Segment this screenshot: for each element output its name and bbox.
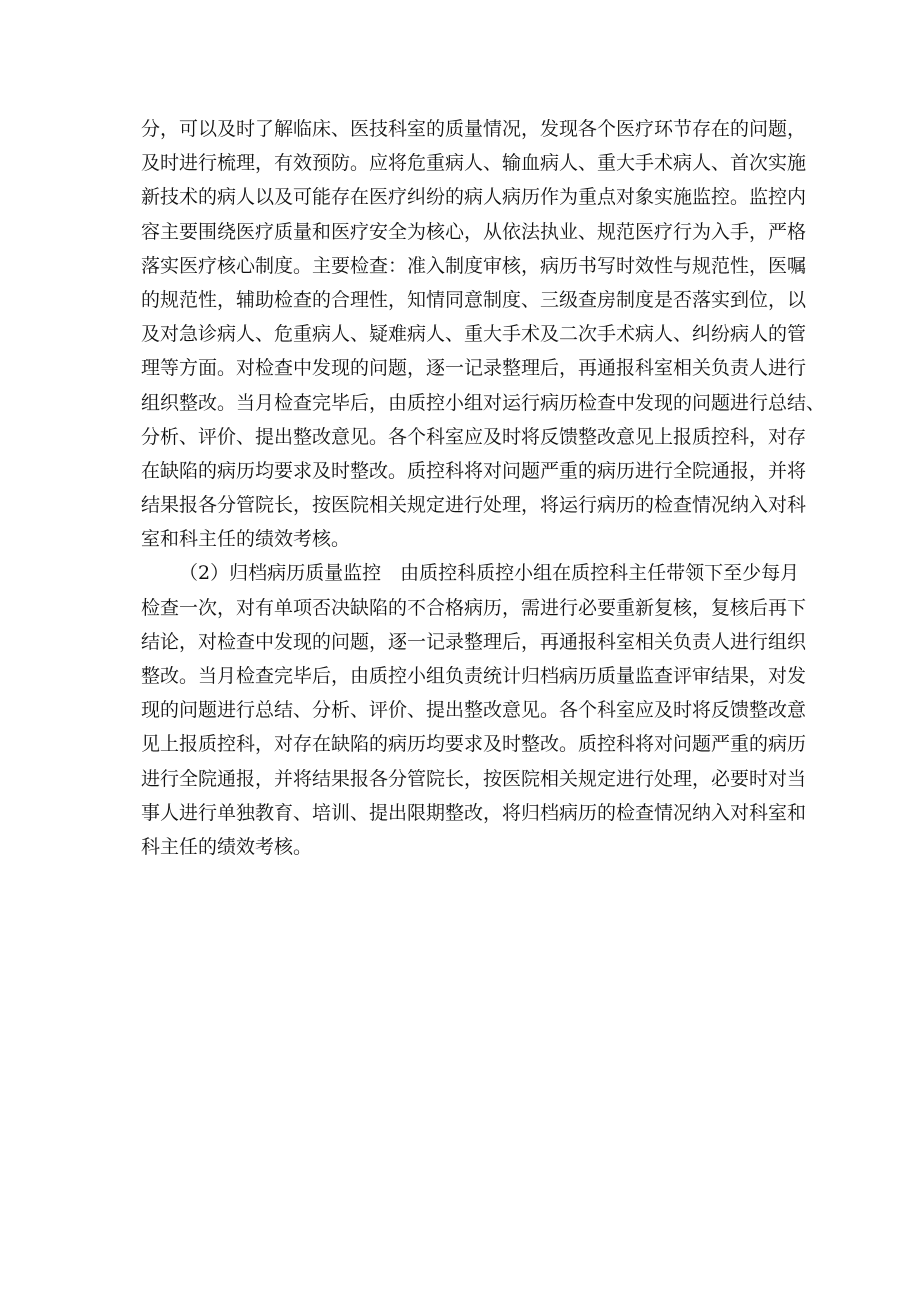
text-line: 结果报各分管院长，按医院相关规定进行处理，将运行病历的检查情况纳入对科 bbox=[141, 494, 807, 517]
text-line: 整改。当月检查完毕后，由质控小组负责统计归档病历质量监查评审结果，对发 bbox=[141, 665, 807, 687]
text-line: 组织整改。当月检查完毕后，由质控小组对运行病历检查中发现的问题进行总结、 bbox=[141, 391, 826, 414]
text-line: 理等方面。对检查中发现的问题，逐一记录整理后，再通报科室相关负责人进行 bbox=[141, 357, 807, 380]
text-line: 在缺陷的病历均要求及时整改。质控科将对问题严重的病历进行全院通报，并将 bbox=[141, 459, 807, 482]
text-line: 及时进行梳理，有效预防。应将危重病人、输血病人、重大手术病人、首次实施 bbox=[141, 152, 807, 175]
text-line: 的规范性，辅助检查的合理性，知情同意制度、三级查房制度是否落实到位，以 bbox=[141, 288, 807, 311]
body-text bbox=[141, 112, 826, 864]
text-line: 新技术的病人以及可能存在医疗纠纷的病人病历作为重点对象实施监控。监控内 bbox=[141, 186, 807, 209]
text-line: 结论，对检查中发现的问题，逐一记录整理后，再通报科室相关负责人进行组织 bbox=[141, 630, 807, 653]
text-line: 及对急诊病人、危重病人、疑难病人、重大手术及二次手术病人、纠纷病人的管 bbox=[141, 323, 807, 346]
text-line: 室和科主任的绩效考核。 bbox=[141, 528, 351, 551]
text-line: 科主任的绩效考核。 bbox=[141, 835, 313, 858]
section-heading-line: （2）归档病历质量监控 由质控科质控小组在质控科主任带领下至少每月 bbox=[179, 562, 800, 585]
text-line: 落实医疗核心制度。主要检查：准入制度审核，病历书写时效性与规范性，医嘱 bbox=[141, 254, 807, 277]
text-line: 进行全院通报，并将结果报各分管院长，按医院相关规定进行处理，必要时对当 bbox=[141, 767, 807, 790]
text-line: 见上报质控科，对存在缺陷的病历均要求及时整改。质控科将对问题严重的病历 bbox=[141, 733, 807, 756]
text-line: 分，可以及时了解临床、医技科室的质量情况，发现各个医疗环节存在的问题， bbox=[141, 118, 807, 140]
text-line: 容主要围绕医疗质量和医疗安全为核心，从依法执业、规范医疗行为入手，严格 bbox=[141, 220, 807, 243]
text-line: 事人进行单独教育、培训、提出限期整改，将归档病历的检查情况纳入对科室和 bbox=[141, 801, 807, 824]
text-line: 分析、评价、提出整改意见。各个科室应及时将反馈整改意见上报质控科，对存 bbox=[141, 425, 807, 448]
text-line: 检查一次，对有单项否决缺陷的不合格病历，需进行必要重新复核，复核后再下 bbox=[141, 596, 807, 619]
text-line: 现的问题进行总结、分析、评价、提出整改意见。各个科室应及时将反馈整改意 bbox=[141, 699, 807, 722]
